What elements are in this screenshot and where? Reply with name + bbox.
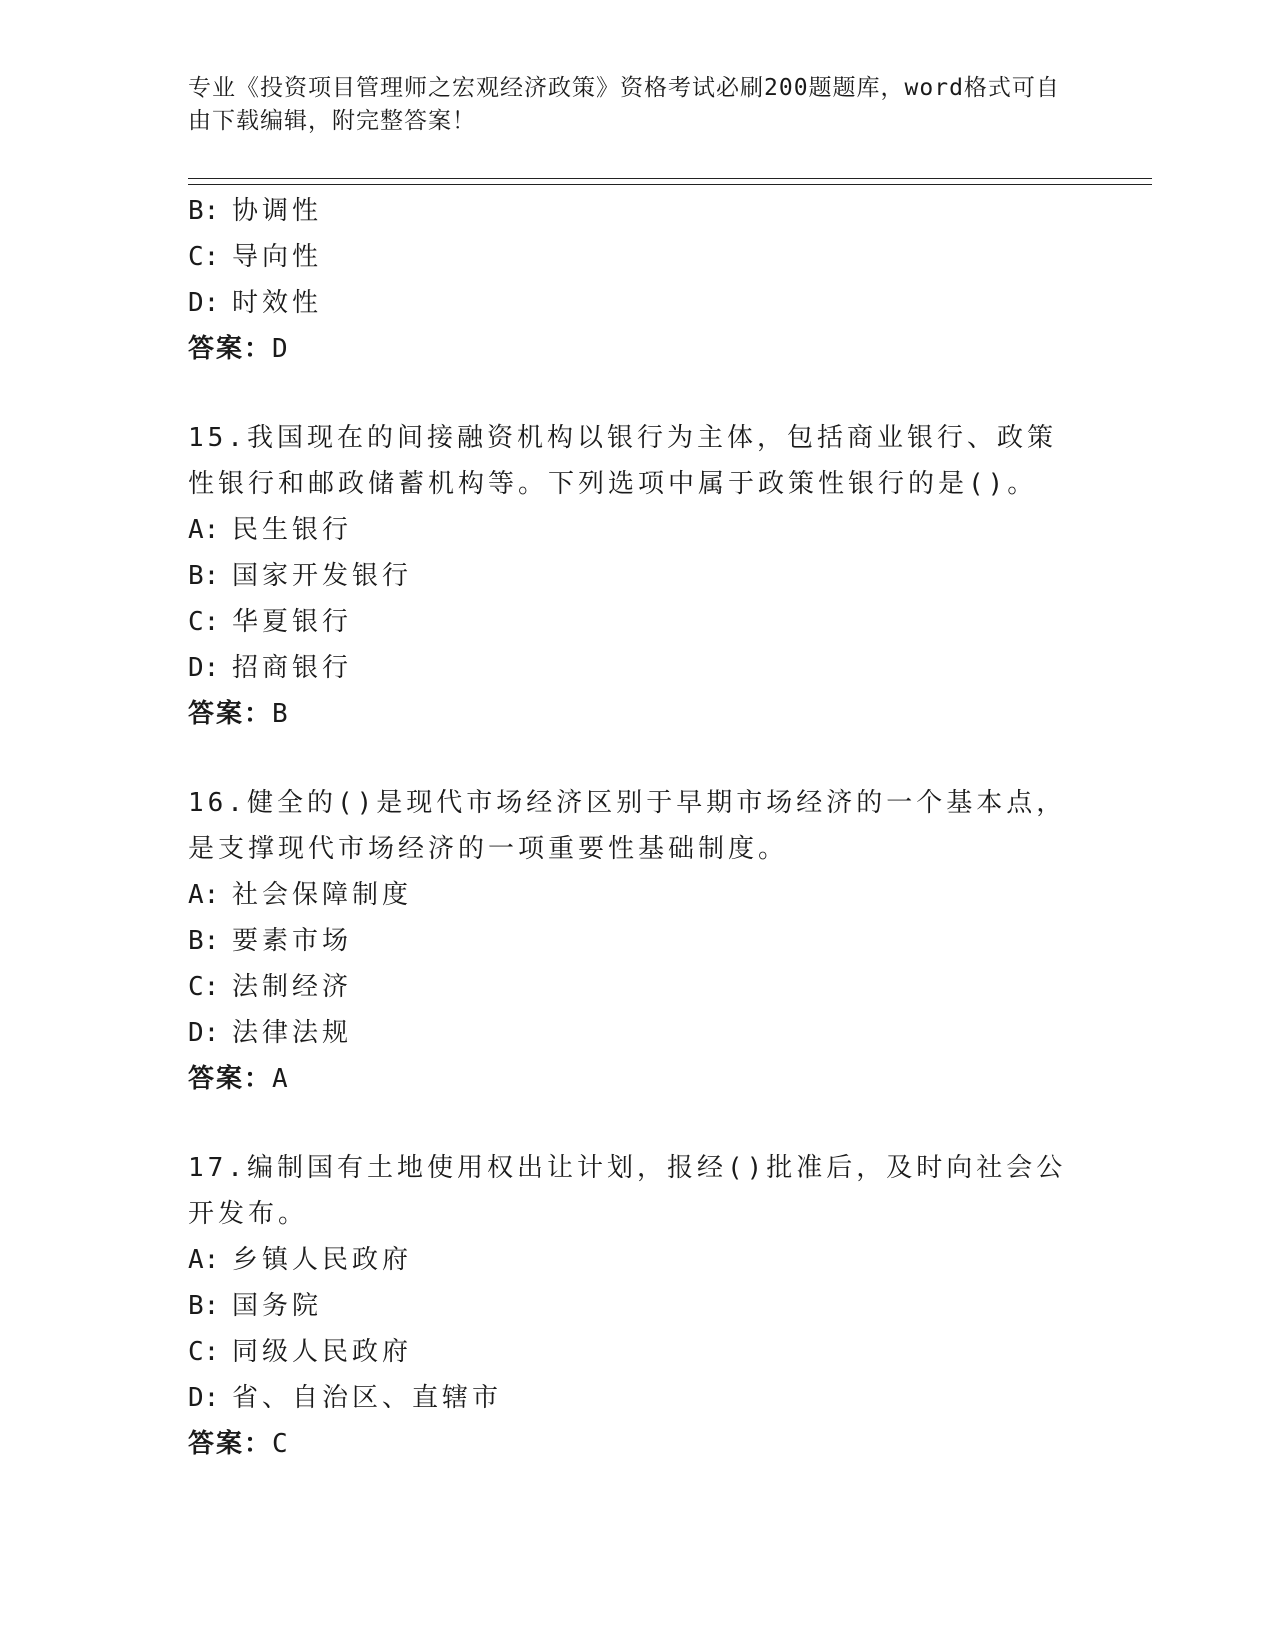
question-text: 17.编制国有土地使用权出让计划，报经()批准后，及时向社会公开发布。 bbox=[188, 1153, 1067, 1229]
option-key: C: bbox=[188, 607, 220, 637]
question-content bbox=[188, 188, 1088, 1467]
question-16 bbox=[188, 780, 1088, 1102]
answer-line bbox=[188, 691, 1088, 737]
option-key: C: bbox=[188, 972, 220, 1002]
option-b bbox=[188, 918, 1088, 964]
option-a bbox=[188, 872, 1088, 918]
answer-value: B bbox=[272, 699, 288, 729]
question-15 bbox=[188, 415, 1088, 737]
option-text: 招商银行 bbox=[232, 653, 353, 683]
option-a bbox=[188, 1237, 1088, 1283]
option-key: B: bbox=[188, 926, 220, 956]
option-key: D: bbox=[188, 653, 220, 683]
option-key: C: bbox=[188, 1337, 220, 1367]
option-a bbox=[188, 507, 1088, 553]
option-key: B: bbox=[188, 561, 220, 591]
option-key: B: bbox=[188, 196, 220, 226]
answer-value: D bbox=[272, 334, 288, 364]
option-key: A: bbox=[188, 515, 220, 545]
question-continued bbox=[188, 188, 1088, 372]
option-text: 华夏银行 bbox=[232, 607, 353, 637]
option-b bbox=[188, 1283, 1088, 1329]
question-text: 16.健全的()是现代市场经济区别于早期市场经济的一个基本点，是支撑现代市场经济的一项重要性基础制度。 bbox=[188, 788, 1067, 864]
answer-value: A bbox=[272, 1064, 288, 1094]
option-text: 国务院 bbox=[232, 1291, 323, 1321]
option-d bbox=[188, 645, 1088, 691]
option-text: 要素市场 bbox=[232, 926, 353, 956]
answer-value: C bbox=[272, 1429, 288, 1459]
header-rule-top bbox=[188, 178, 1152, 179]
option-c bbox=[188, 964, 1088, 1010]
option-text: 国家开发银行 bbox=[232, 561, 413, 591]
option-d bbox=[188, 280, 1088, 326]
option-b bbox=[188, 553, 1088, 599]
option-text: 法制经济 bbox=[232, 972, 353, 1002]
question-text: 15.我国现在的间接融资机构以银行为主体，包括商业银行、政策性银行和邮政储蓄机构等。下列选项中属于政策性银行的是()。 bbox=[188, 423, 1057, 499]
option-text: 时效性 bbox=[232, 288, 323, 318]
option-text: 协调性 bbox=[232, 196, 323, 226]
option-key: B: bbox=[188, 1291, 220, 1321]
answer-label: 答案： bbox=[188, 1064, 273, 1094]
option-key: D: bbox=[188, 1383, 220, 1413]
option-text: 社会保障制度 bbox=[232, 880, 413, 910]
option-text: 法律法规 bbox=[232, 1018, 353, 1048]
option-d bbox=[188, 1010, 1088, 1056]
option-c bbox=[188, 1329, 1088, 1375]
option-text: 乡镇人民政府 bbox=[232, 1245, 413, 1275]
page-header: 专业《投资项目管理师之宏观经济政策》资格考试必刷200题题库，word格式可自由下载编辑，附完整答案！ bbox=[188, 75, 1060, 134]
header-rule-bottom bbox=[188, 184, 1152, 185]
answer-line bbox=[188, 1056, 1088, 1102]
option-text: 导向性 bbox=[232, 242, 323, 272]
option-c bbox=[188, 234, 1088, 280]
option-c bbox=[188, 599, 1088, 645]
answer-line bbox=[188, 326, 1088, 372]
answer-label: 答案： bbox=[188, 334, 273, 364]
option-key: A: bbox=[188, 1245, 220, 1275]
option-b bbox=[188, 188, 1088, 234]
option-text: 省、自治区、直辖市 bbox=[232, 1383, 503, 1413]
option-key: D: bbox=[188, 288, 220, 318]
option-key: A: bbox=[188, 880, 220, 910]
answer-label: 答案： bbox=[188, 699, 273, 729]
answer-line bbox=[188, 1421, 1088, 1467]
option-text: 民生银行 bbox=[232, 515, 353, 545]
option-key: C: bbox=[188, 242, 220, 272]
option-key: D: bbox=[188, 1018, 220, 1048]
question-17 bbox=[188, 1145, 1088, 1467]
option-text: 同级人民政府 bbox=[232, 1337, 413, 1367]
option-d bbox=[188, 1375, 1088, 1421]
answer-label: 答案： bbox=[188, 1429, 273, 1459]
